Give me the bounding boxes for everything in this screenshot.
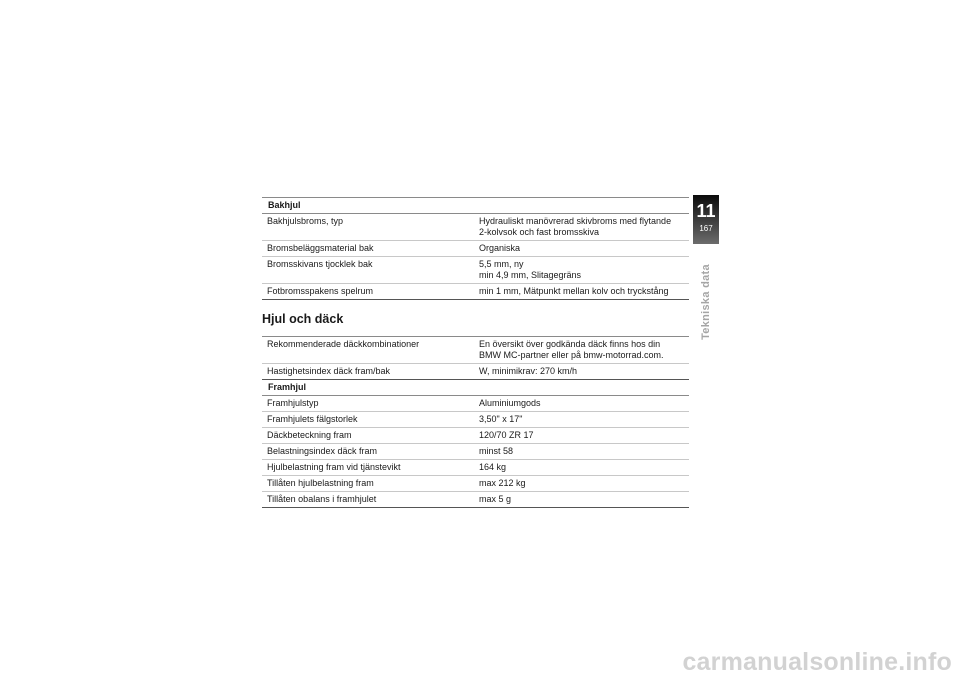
spec-value: max 212 kg <box>479 478 526 488</box>
spec-value: 5,5 mm, ny min 4,9 mm, Slitagegräns <box>479 259 582 280</box>
spec-key: Framhjulstyp <box>267 398 319 408</box>
spec-key: Hjulbelastning fram vid tjänstevikt <box>267 462 401 472</box>
table-row <box>262 460 689 476</box>
spec-key: Belastningsindex däck fram <box>267 446 378 456</box>
table-row <box>262 444 689 460</box>
table-row <box>262 412 689 428</box>
spec-value: 3,50" x 17" <box>479 414 523 424</box>
rear-wheel-title: Bakhjul <box>262 197 689 214</box>
spec-value: En översikt över godkända däck finns hos din BMW MC-partner eller på bmw-motorrad.com. <box>479 339 664 360</box>
spec-key: Fotbromsspakens spelrum <box>267 286 374 296</box>
spec-value: min 1 mm, Mätpunkt mellan kolv och tryckstång <box>479 286 669 296</box>
spec-content <box>262 197 689 508</box>
chapter-label: Tekniska data <box>700 264 712 340</box>
table-row <box>262 428 689 444</box>
chapter-tab <box>693 195 719 244</box>
spec-value: W, minimikrav: 270 km/h <box>479 366 578 376</box>
spec-key: Tillåten hjulbelastning fram <box>267 478 374 488</box>
spec-key: Tillåten obalans i framhjulet <box>267 494 377 504</box>
page-number: 167 <box>699 224 713 233</box>
spec-value: 164 kg <box>479 462 507 472</box>
spec-value: Hydrauliskt manövrerad skivbroms med flytande 2-kolvsok och fast bromsskiva <box>479 216 672 237</box>
chapter-number: 11 <box>696 201 716 221</box>
spec-key: Bakhjulsbroms, typ <box>267 216 344 226</box>
table-row <box>262 214 689 241</box>
spec-value: Organiska <box>479 243 521 253</box>
spec-value: max 5 g <box>479 494 512 504</box>
spec-value: minst 58 <box>479 446 514 456</box>
front-wheel-title: Framhjul <box>262 380 689 396</box>
table-row <box>262 284 689 300</box>
table-row <box>262 336 689 364</box>
spec-value: Aluminiumgods <box>479 398 541 408</box>
spec-value: 120/70 ZR 17 <box>479 430 534 440</box>
table-row <box>262 241 689 257</box>
spec-key: Däckbeteckning fram <box>267 430 352 440</box>
spec-key: Hastighetsindex däck fram/bak <box>267 366 391 376</box>
table-row <box>262 257 689 284</box>
table-row <box>262 476 689 492</box>
spec-key: Bromsskivans tjocklek bak <box>267 259 373 269</box>
table-row <box>262 396 689 412</box>
spec-key: Rekommenderade däckkombinationer <box>267 339 420 349</box>
section-heading: Hjul och däck <box>262 312 344 326</box>
spec-key: Framhjulets fälgstorlek <box>267 414 358 424</box>
table-row <box>262 492 689 508</box>
spec-key: Bromsbeläggsmaterial bak <box>267 243 374 253</box>
table-row <box>262 364 689 380</box>
watermark: carmanualsonline.info <box>682 648 952 676</box>
